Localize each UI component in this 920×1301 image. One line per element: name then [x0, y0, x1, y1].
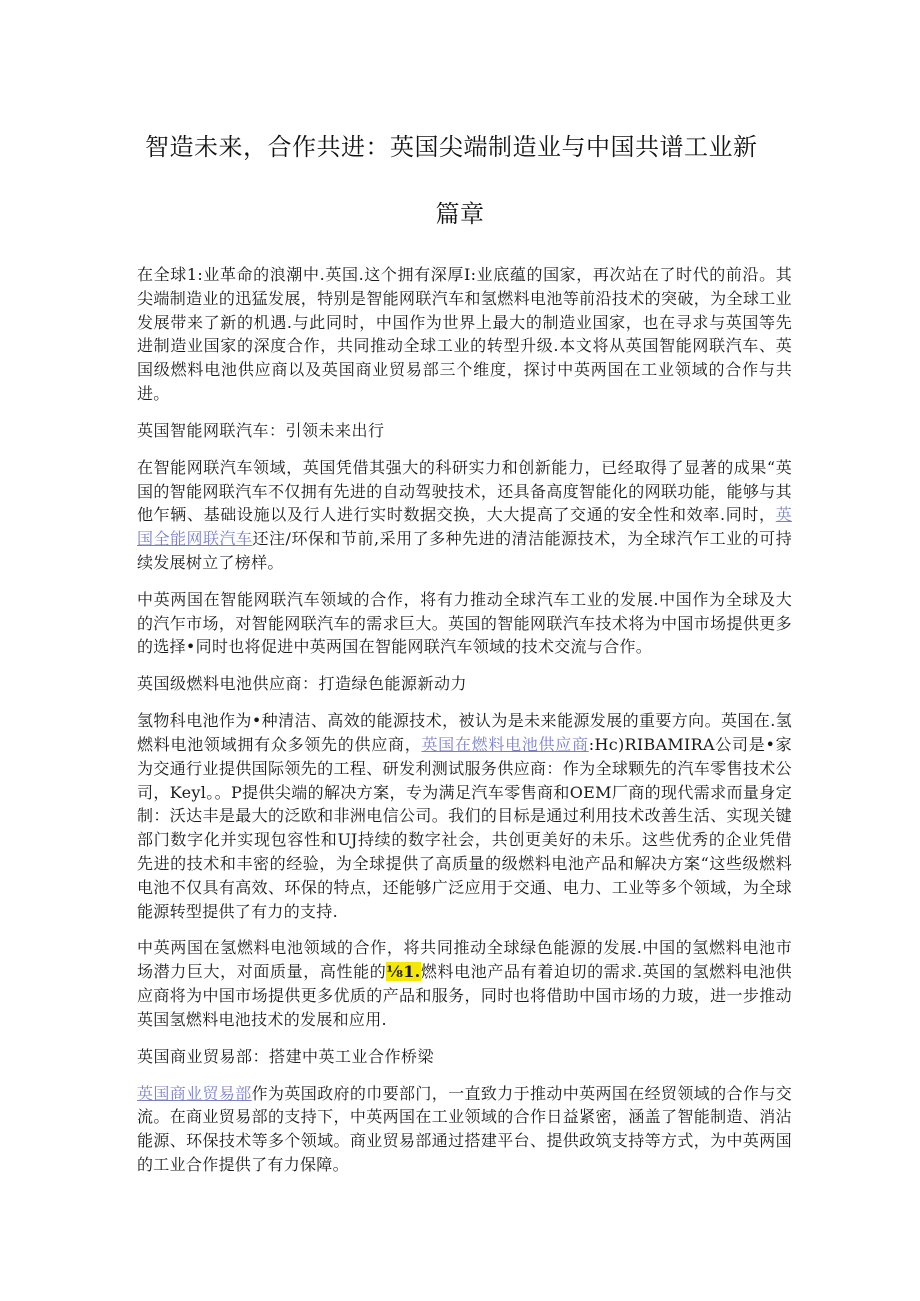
connected-cars-text-start: 在智能网联汽车领域，英国凭借其强大的科研实力和创新能力，已经取得了显著的成果“英国的智能网联汽车不仅拥有先进的自动驾驶技术，还具备高度智能化的网联功能，能够与其他乍辆、基础设施以及行人进行实时数据交换，大大提高了交通的安全性和效率.同时，	[137, 457, 792, 525]
connected-cars-link[interactable]: 英国全能网联汽车	[137, 505, 792, 549]
fuel-cell-coop-text-start: 中英两国在氢燃料电池领域的合作，将共同推动全球绿色能源的发展.中国的氢燃料电池市场潜力巨大，对面质量，高性能的	[137, 938, 792, 982]
fuel-cell-suppliers-paragraph	[137, 709, 792, 923]
section-heading-fuel-cells: 英国级燃料电池供应商：打造绿色能源新动力	[137, 674, 468, 694]
connected-cars-text-end: 还注/环保和节前,采用了多种先进的清洁能源技术，为全球汽乍工业的可持续发展树立了榜样。	[137, 529, 792, 572]
fuel-cell-cooperation-paragraph	[137, 936, 792, 1031]
connected-cars-cooperation-paragraph: 中英两国在智能网联汽车领域的合作，将有力推动全球汽车工业的发展.中国作为全球及大的汽乍市场，对智能网联汽车的需求巨大。英国的智能网联汽车技术将为中国市场提供更多的选择•同时也将促进中英两国在智能网联汽车领域的技术交流与合作。	[137, 589, 792, 657]
connected-cars-paragraph	[137, 456, 792, 575]
trade-department-link[interactable]: 英国商业贸易部	[137, 1083, 252, 1103]
highlighted-text: ⅛1.	[386, 962, 421, 982]
fuel-cell-text-end: :Hc)RIBAMIRA公司是•家为交通行业提供国际领先的工程、研发利测试服务供应商：作为全球颗先的汽车零售技术公司，Keyl。。P提供尖端的解决方案，专为满足汽车零售商和OEM厂商的现代需求而量身定制：沃达丰是最大的泛欧和非洲电信公司。我们的目标是通过利用技术改善生活、实现关键部门数字化并实现包容性和UJ持续的数字社会，共创更美好的未乐。这些优秀的企业凭借先进的技术和丰密的经验，为全球提供了高质量的级燃料电池产品和解决方案“这些级燃料电池不仅具有高效、环保的特点，还能够广泛应用于交通、电力、工业等多个领域，为全球能源转型提供了有力的支持.	[137, 734, 792, 921]
section-heading-connected-cars: 英国智能网联汽车：引领未来出行	[137, 420, 385, 440]
trade-department-text: 作为英国政府的巾要部门，一直致力于推动中英两国在经贸领域的合作与交流。在商业贸易部的支持下，中英两国在工业领域的合作日益紧密，涵盖了智能制造、消沾能源、环保技术等多个领域。商业贸易部通过搭建平台、提供政筑支持等方式，为中英两国的工业合作提供了有力保障。	[137, 1083, 792, 1174]
page-title-line-2: 篇章	[435, 200, 485, 228]
fuel-cell-suppliers-link[interactable]: 英国在燃料电池供应商	[421, 734, 589, 754]
section-heading-trade-department: 英国商业贸易部：搭建中英工业合作桥梁	[137, 1046, 435, 1066]
intro-paragraph: 在全球1:业革命的浪潮中.英国.这个拥有深厚I:业底蕴的国家，再次站在了时代的前沿。其尖端制造业的迅猛发展，特别是智能网联汽车和氢燃料电池等前沿技术的突破，为全球工业发展带来了新的机遇.与此同时，中国作为世界上最大的制造业国家，也在寻求与英国等先进制造业国家的深度合作，共同推动全球工业的转型升级.本文将从英国智能网联汽车、英国级燃料电池供应商以及英国商业贸易部三个维度，探讨中英两国在工业领域的合作与共进。	[137, 265, 792, 403]
article-body	[137, 263, 792, 1190]
fuel-cell-text-start: 氢物科电池作为•种清洁、高效的能源技术，被认为是未来能源发展的重要方向。英国在.氢燃料电池领域拥有众多领先的供应商，	[137, 711, 792, 754]
fuel-cell-coop-text-end: 燃料电池产品有着迫切的需求.英国的氢燃料电池供应商将为中国市场提供更多优质的产品和服务，同时也将借助中国市场的力玻，进一步推动英国氢燃料电池技术的发展和应用.	[137, 962, 792, 1029]
page-title-line-1: 智造未来，合作共进：英国尖端制造业与中国共谱工业新	[145, 133, 758, 161]
trade-department-paragraph	[137, 1082, 792, 1177]
